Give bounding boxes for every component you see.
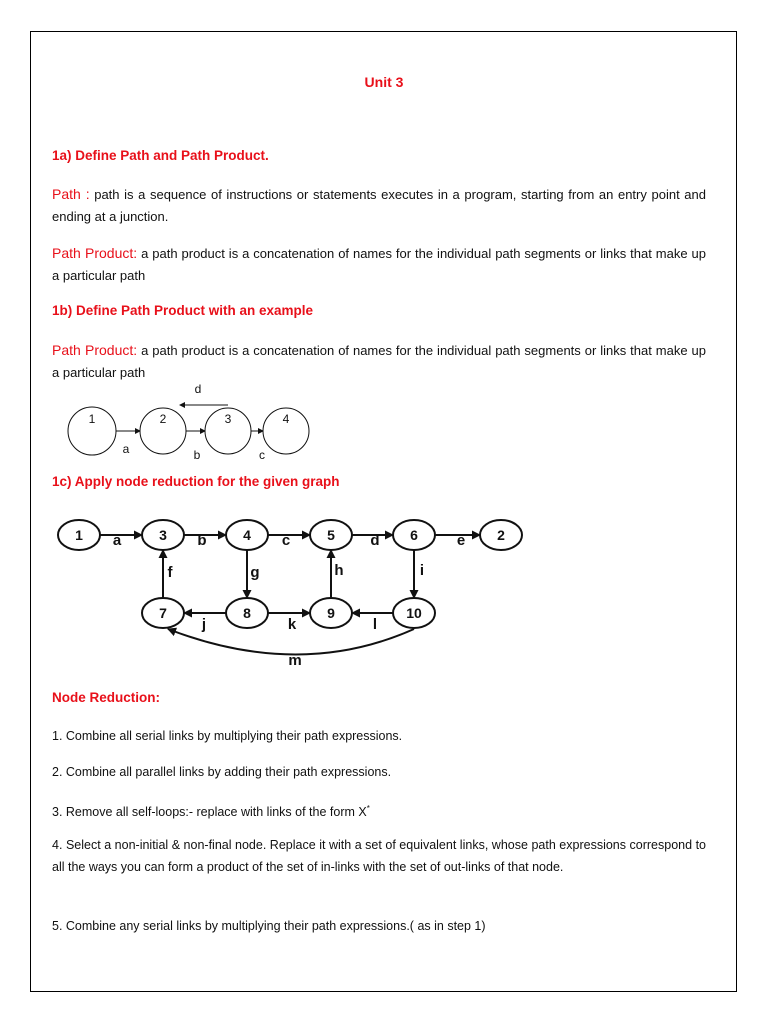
link-label-d: d — [194, 382, 202, 396]
heading-1c: 1c) Apply node reduction for the given graph — [52, 474, 340, 489]
step-5: 5. Combine any serial links by multiplying their path expressions.( as in step 1) — [52, 919, 486, 933]
node-label-10: 10 — [406, 605, 422, 621]
step-4: 4. Select a non-initial & non-final node. Replace it with a set of equivalent links, whose path expressions correspond to all the ways you can form a product of the set of in-links with the set of out-links of that node. — [52, 838, 706, 874]
path-product-definition-text-1b: a path product is a concatenation of names for the individual path segments or links that make up a particular path — [52, 343, 706, 380]
link-label-j: j — [201, 616, 207, 633]
node-label-3: 3 — [159, 527, 167, 543]
link-label-b: b — [197, 532, 207, 549]
node-label-1: 1 — [88, 412, 96, 426]
step-3-text: 3. Remove all self-loops:- replace with links of the form X — [52, 805, 367, 820]
heading-node-reduction: Node Reduction: — [52, 690, 160, 705]
path-product-term: Path Product: — [52, 245, 138, 261]
node-label-5: 5 — [327, 527, 335, 543]
link-label-c: c — [259, 448, 265, 462]
node-label-8: 8 — [243, 605, 251, 621]
node-label-4: 4 — [282, 412, 290, 426]
link-label-m: m — [288, 652, 302, 669]
link-label-i: i — [419, 562, 425, 579]
link-label-l: l — [372, 616, 378, 633]
heading-1a: 1a) Define Path and Path Product. — [52, 148, 269, 163]
heading-1b: 1b) Define Path Product with an example — [52, 303, 314, 318]
path-product-definition-text: a path product is a concatenation of names for the individual path segments or links that make up a particular path — [52, 246, 706, 283]
link-label-k: k — [287, 616, 297, 633]
link-label-f: f — [167, 564, 173, 581]
link-label-a: a — [122, 442, 130, 456]
node-label-1: 1 — [75, 527, 83, 543]
link-label-e: e — [456, 532, 466, 549]
node-label-4: 4 — [243, 527, 251, 543]
node-label-2: 2 — [497, 527, 505, 543]
link-label-c: c — [281, 532, 291, 549]
step-2: 2. Combine all parallel links by adding their path expressions. — [52, 765, 392, 779]
link-label-d: d — [370, 532, 380, 549]
step-1: 1. Combine all serial links by multiplying their path expressions. — [52, 729, 403, 743]
node-label-2: 2 — [159, 412, 167, 426]
step-3-superscript: * — [366, 804, 370, 813]
link-label-h: h — [334, 562, 344, 579]
path-product-term-1b: Path Product: — [52, 342, 138, 358]
node-label-7: 7 — [159, 605, 167, 621]
page-title: Unit 3 — [364, 74, 404, 90]
node-label-6: 6 — [410, 527, 418, 543]
node-label-9: 9 — [327, 605, 335, 621]
node-label-3: 3 — [224, 412, 232, 426]
link-label-b: b — [193, 448, 201, 462]
path-definition-text: path is a sequence of instructions or statements executes in a program, starting from an entry point and ending at a junction. — [52, 187, 706, 224]
path-term: Path : — [52, 186, 90, 202]
link-label-g: g — [250, 564, 260, 581]
step-3 — [52, 798, 706, 823]
link-label-a: a — [112, 532, 122, 549]
